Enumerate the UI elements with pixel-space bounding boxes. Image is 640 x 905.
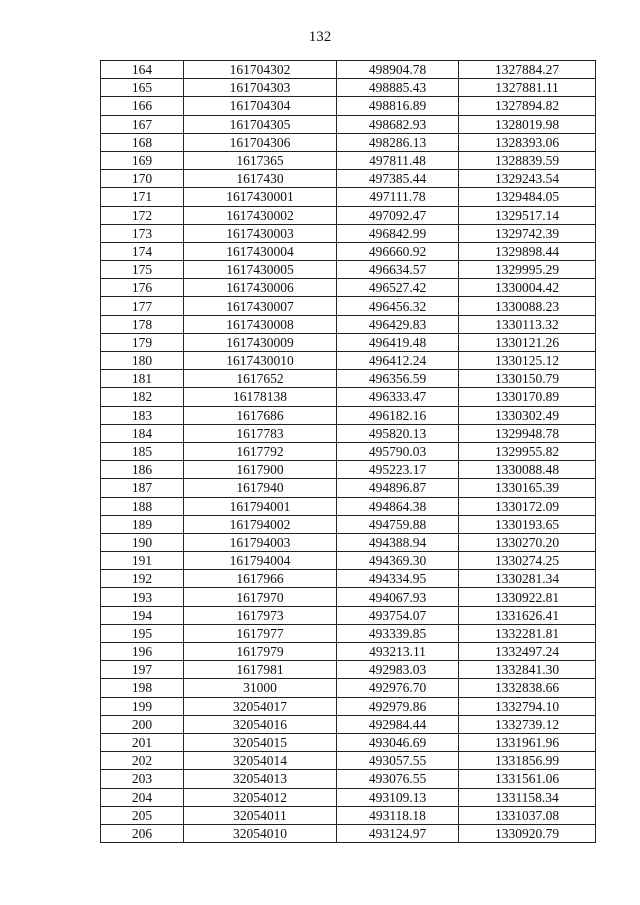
row-number-cell: 198 xyxy=(101,679,184,697)
point-id-cell: 16178138 xyxy=(184,388,337,406)
row-number-cell: 190 xyxy=(101,533,184,551)
y-coordinate-cell: 1330922.81 xyxy=(459,588,596,606)
table-row xyxy=(101,115,596,133)
row-number-cell: 166 xyxy=(101,97,184,115)
x-coordinate-cell: 498904.78 xyxy=(337,61,459,79)
table-row xyxy=(101,661,596,679)
row-number-cell: 186 xyxy=(101,461,184,479)
point-id-cell: 1617652 xyxy=(184,370,337,388)
table-row xyxy=(101,643,596,661)
y-coordinate-cell: 1328019.98 xyxy=(459,115,596,133)
coordinates-table xyxy=(100,60,596,843)
x-coordinate-cell: 493076.55 xyxy=(337,770,459,788)
y-coordinate-cell: 1329948.78 xyxy=(459,424,596,442)
point-id-cell: 1617430008 xyxy=(184,315,337,333)
row-number-cell: 184 xyxy=(101,424,184,442)
row-number-cell: 187 xyxy=(101,479,184,497)
x-coordinate-cell: 498286.13 xyxy=(337,133,459,151)
y-coordinate-cell: 1330113.32 xyxy=(459,315,596,333)
x-coordinate-cell: 493118.18 xyxy=(337,806,459,824)
table-row xyxy=(101,315,596,333)
table-row xyxy=(101,370,596,388)
coordinates-table-body xyxy=(101,61,596,843)
row-number-cell: 203 xyxy=(101,770,184,788)
table-row xyxy=(101,224,596,242)
y-coordinate-cell: 1330088.23 xyxy=(459,297,596,315)
table-row xyxy=(101,697,596,715)
y-coordinate-cell: 1328839.59 xyxy=(459,151,596,169)
point-id-cell: 1617973 xyxy=(184,606,337,624)
row-number-cell: 167 xyxy=(101,115,184,133)
point-id-cell: 1617430007 xyxy=(184,297,337,315)
row-number-cell: 181 xyxy=(101,370,184,388)
row-number-cell: 200 xyxy=(101,715,184,733)
table-row xyxy=(101,788,596,806)
x-coordinate-cell: 494067.93 xyxy=(337,588,459,606)
table-row xyxy=(101,352,596,370)
y-coordinate-cell: 1330302.49 xyxy=(459,406,596,424)
point-id-cell: 32054012 xyxy=(184,788,337,806)
row-number-cell: 185 xyxy=(101,442,184,460)
table-row xyxy=(101,588,596,606)
table-row xyxy=(101,770,596,788)
y-coordinate-cell: 1332497.24 xyxy=(459,643,596,661)
x-coordinate-cell: 492979.86 xyxy=(337,697,459,715)
point-id-cell: 1617792 xyxy=(184,442,337,460)
table-row xyxy=(101,406,596,424)
table-row xyxy=(101,733,596,751)
x-coordinate-cell: 494864.38 xyxy=(337,497,459,515)
row-number-cell: 165 xyxy=(101,79,184,97)
y-coordinate-cell: 1332841.30 xyxy=(459,661,596,679)
x-coordinate-cell: 497811.48 xyxy=(337,151,459,169)
x-coordinate-cell: 494334.95 xyxy=(337,570,459,588)
y-coordinate-cell: 1332838.66 xyxy=(459,679,596,697)
x-coordinate-cell: 496429.83 xyxy=(337,315,459,333)
point-id-cell: 32054011 xyxy=(184,806,337,824)
x-coordinate-cell: 498816.89 xyxy=(337,97,459,115)
table-row xyxy=(101,752,596,770)
point-id-cell: 1617783 xyxy=(184,424,337,442)
row-number-cell: 197 xyxy=(101,661,184,679)
y-coordinate-cell: 1329742.39 xyxy=(459,224,596,242)
x-coordinate-cell: 496842.99 xyxy=(337,224,459,242)
row-number-cell: 176 xyxy=(101,279,184,297)
row-number-cell: 201 xyxy=(101,733,184,751)
x-coordinate-cell: 495820.13 xyxy=(337,424,459,442)
table-row xyxy=(101,806,596,824)
x-coordinate-cell: 497092.47 xyxy=(337,206,459,224)
row-number-cell: 192 xyxy=(101,570,184,588)
x-coordinate-cell: 496333.47 xyxy=(337,388,459,406)
row-number-cell: 172 xyxy=(101,206,184,224)
point-id-cell: 161704302 xyxy=(184,61,337,79)
x-coordinate-cell: 493213.11 xyxy=(337,643,459,661)
point-id-cell: 161794002 xyxy=(184,515,337,533)
point-id-cell: 161704304 xyxy=(184,97,337,115)
x-coordinate-cell: 492983.03 xyxy=(337,661,459,679)
y-coordinate-cell: 1329484.05 xyxy=(459,188,596,206)
x-coordinate-cell: 496634.57 xyxy=(337,261,459,279)
x-coordinate-cell: 497385.44 xyxy=(337,170,459,188)
page-number: 132 xyxy=(308,29,332,45)
x-coordinate-cell: 496356.59 xyxy=(337,370,459,388)
x-coordinate-cell: 494369.30 xyxy=(337,552,459,570)
x-coordinate-cell: 493057.55 xyxy=(337,752,459,770)
row-number-cell: 183 xyxy=(101,406,184,424)
point-id-cell: 161794003 xyxy=(184,533,337,551)
table-row xyxy=(101,515,596,533)
y-coordinate-cell: 1332794.10 xyxy=(459,697,596,715)
table-row xyxy=(101,679,596,697)
y-coordinate-cell: 1331961.96 xyxy=(459,733,596,751)
row-number-cell: 188 xyxy=(101,497,184,515)
x-coordinate-cell: 496419.48 xyxy=(337,333,459,351)
y-coordinate-cell: 1330004.42 xyxy=(459,279,596,297)
table-row xyxy=(101,479,596,497)
table-row xyxy=(101,533,596,551)
point-id-cell: 1617979 xyxy=(184,643,337,661)
x-coordinate-cell: 495790.03 xyxy=(337,442,459,460)
point-id-cell: 1617970 xyxy=(184,588,337,606)
y-coordinate-cell: 1330170.89 xyxy=(459,388,596,406)
point-id-cell: 1617430005 xyxy=(184,261,337,279)
table-row xyxy=(101,606,596,624)
table-row xyxy=(101,388,596,406)
point-id-cell: 1617966 xyxy=(184,570,337,588)
y-coordinate-cell: 1327884.27 xyxy=(459,61,596,79)
y-coordinate-cell: 1330193.65 xyxy=(459,515,596,533)
table-row xyxy=(101,206,596,224)
table-row xyxy=(101,133,596,151)
table-row xyxy=(101,188,596,206)
y-coordinate-cell: 1330281.34 xyxy=(459,570,596,588)
point-id-cell: 1617430010 xyxy=(184,352,337,370)
row-number-cell: 195 xyxy=(101,624,184,642)
table-row xyxy=(101,242,596,260)
point-id-cell: 1617977 xyxy=(184,624,337,642)
y-coordinate-cell: 1331158.34 xyxy=(459,788,596,806)
x-coordinate-cell: 493339.85 xyxy=(337,624,459,642)
x-coordinate-cell: 498682.93 xyxy=(337,115,459,133)
y-coordinate-cell: 1330125.12 xyxy=(459,352,596,370)
x-coordinate-cell: 496527.42 xyxy=(337,279,459,297)
y-coordinate-cell: 1329898.44 xyxy=(459,242,596,260)
point-id-cell: 161794004 xyxy=(184,552,337,570)
y-coordinate-cell: 1329243.54 xyxy=(459,170,596,188)
point-id-cell: 1617686 xyxy=(184,406,337,424)
x-coordinate-cell: 492984.44 xyxy=(337,715,459,733)
table-row xyxy=(101,497,596,515)
y-coordinate-cell: 1330165.39 xyxy=(459,479,596,497)
point-id-cell: 32054010 xyxy=(184,824,337,842)
row-number-cell: 179 xyxy=(101,333,184,351)
row-number-cell: 169 xyxy=(101,151,184,169)
table-row xyxy=(101,333,596,351)
y-coordinate-cell: 1329517.14 xyxy=(459,206,596,224)
y-coordinate-cell: 1328393.06 xyxy=(459,133,596,151)
row-number-cell: 205 xyxy=(101,806,184,824)
point-id-cell: 32054013 xyxy=(184,770,337,788)
point-id-cell: 32054014 xyxy=(184,752,337,770)
point-id-cell: 1617430009 xyxy=(184,333,337,351)
row-number-cell: 199 xyxy=(101,697,184,715)
row-number-cell: 202 xyxy=(101,752,184,770)
table-row xyxy=(101,297,596,315)
row-number-cell: 182 xyxy=(101,388,184,406)
table-row xyxy=(101,170,596,188)
row-number-cell: 204 xyxy=(101,788,184,806)
point-id-cell: 1617430006 xyxy=(184,279,337,297)
row-number-cell: 175 xyxy=(101,261,184,279)
table-row xyxy=(101,97,596,115)
row-number-cell: 171 xyxy=(101,188,184,206)
y-coordinate-cell: 1329955.82 xyxy=(459,442,596,460)
y-coordinate-cell: 1330150.79 xyxy=(459,370,596,388)
point-id-cell: 1617981 xyxy=(184,661,337,679)
y-coordinate-cell: 1330088.48 xyxy=(459,461,596,479)
x-coordinate-cell: 493046.69 xyxy=(337,733,459,751)
row-number-cell: 193 xyxy=(101,588,184,606)
point-id-cell: 32054015 xyxy=(184,733,337,751)
table-row xyxy=(101,461,596,479)
point-id-cell: 161704303 xyxy=(184,79,337,97)
x-coordinate-cell: 496660.92 xyxy=(337,242,459,260)
y-coordinate-cell: 1330920.79 xyxy=(459,824,596,842)
row-number-cell: 180 xyxy=(101,352,184,370)
x-coordinate-cell: 497111.78 xyxy=(337,188,459,206)
point-id-cell: 32054016 xyxy=(184,715,337,733)
table-row xyxy=(101,552,596,570)
x-coordinate-cell: 496456.32 xyxy=(337,297,459,315)
point-id-cell: 1617430003 xyxy=(184,224,337,242)
y-coordinate-cell: 1330172.09 xyxy=(459,497,596,515)
y-coordinate-cell: 1327894.82 xyxy=(459,97,596,115)
table-row xyxy=(101,61,596,79)
row-number-cell: 168 xyxy=(101,133,184,151)
row-number-cell: 174 xyxy=(101,242,184,260)
y-coordinate-cell: 1332281.81 xyxy=(459,624,596,642)
point-id-cell: 161794001 xyxy=(184,497,337,515)
y-coordinate-cell: 1331626.41 xyxy=(459,606,596,624)
y-coordinate-cell: 1330121.26 xyxy=(459,333,596,351)
y-coordinate-cell: 1329995.29 xyxy=(459,261,596,279)
point-id-cell: 161704306 xyxy=(184,133,337,151)
row-number-cell: 189 xyxy=(101,515,184,533)
row-number-cell: 170 xyxy=(101,170,184,188)
x-coordinate-cell: 496412.24 xyxy=(337,352,459,370)
x-coordinate-cell: 494388.94 xyxy=(337,533,459,551)
y-coordinate-cell: 1327881.11 xyxy=(459,79,596,97)
x-coordinate-cell: 493754.07 xyxy=(337,606,459,624)
table-row xyxy=(101,79,596,97)
row-number-cell: 194 xyxy=(101,606,184,624)
row-number-cell: 178 xyxy=(101,315,184,333)
point-id-cell: 1617900 xyxy=(184,461,337,479)
table-row xyxy=(101,624,596,642)
point-id-cell: 1617430004 xyxy=(184,242,337,260)
y-coordinate-cell: 1331856.99 xyxy=(459,752,596,770)
x-coordinate-cell: 494759.88 xyxy=(337,515,459,533)
point-id-cell: 31000 xyxy=(184,679,337,697)
point-id-cell: 1617430001 xyxy=(184,188,337,206)
x-coordinate-cell: 492976.70 xyxy=(337,679,459,697)
x-coordinate-cell: 498885.43 xyxy=(337,79,459,97)
row-number-cell: 196 xyxy=(101,643,184,661)
point-id-cell: 32054017 xyxy=(184,697,337,715)
row-number-cell: 191 xyxy=(101,552,184,570)
point-id-cell: 1617940 xyxy=(184,479,337,497)
row-number-cell: 177 xyxy=(101,297,184,315)
table-row xyxy=(101,824,596,842)
point-id-cell: 161704305 xyxy=(184,115,337,133)
table-row xyxy=(101,424,596,442)
table-row xyxy=(101,151,596,169)
y-coordinate-cell: 1331037.08 xyxy=(459,806,596,824)
row-number-cell: 206 xyxy=(101,824,184,842)
table-row xyxy=(101,261,596,279)
table-row xyxy=(101,279,596,297)
point-id-cell: 1617430002 xyxy=(184,206,337,224)
y-coordinate-cell: 1330274.25 xyxy=(459,552,596,570)
y-coordinate-cell: 1330270.20 xyxy=(459,533,596,551)
x-coordinate-cell: 496182.16 xyxy=(337,406,459,424)
point-id-cell: 1617365 xyxy=(184,151,337,169)
table-row xyxy=(101,715,596,733)
y-coordinate-cell: 1332739.12 xyxy=(459,715,596,733)
x-coordinate-cell: 495223.17 xyxy=(337,461,459,479)
row-number-cell: 164 xyxy=(101,61,184,79)
table-row xyxy=(101,570,596,588)
point-id-cell: 1617430 xyxy=(184,170,337,188)
y-coordinate-cell: 1331561.06 xyxy=(459,770,596,788)
x-coordinate-cell: 493109.13 xyxy=(337,788,459,806)
x-coordinate-cell: 493124.97 xyxy=(337,824,459,842)
row-number-cell: 173 xyxy=(101,224,184,242)
x-coordinate-cell: 494896.87 xyxy=(337,479,459,497)
table-row xyxy=(101,442,596,460)
